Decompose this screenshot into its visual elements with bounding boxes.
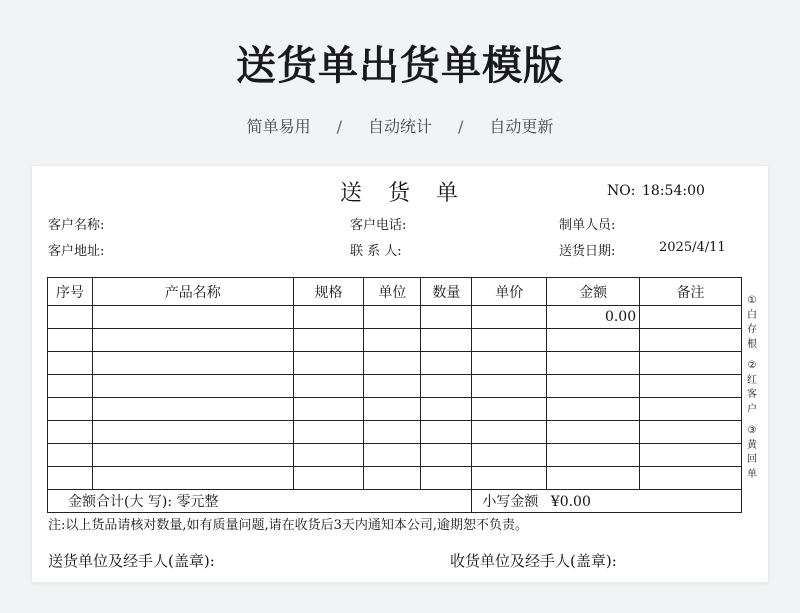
customer-phone-field[interactable]: 客户电话: bbox=[350, 218, 407, 233]
tagline-item: 自动统计 bbox=[367, 117, 432, 136]
table-cell[interactable] bbox=[364, 375, 421, 398]
table-cell[interactable] bbox=[421, 421, 472, 444]
table-cell[interactable] bbox=[92, 375, 293, 398]
column-header: 数量 bbox=[421, 278, 472, 306]
page-title: 送货单出货单模版 bbox=[236, 43, 564, 89]
table-cell[interactable] bbox=[472, 421, 547, 444]
delivery-date-label: 送货日期: bbox=[559, 244, 616, 259]
table-cell[interactable] bbox=[421, 398, 472, 421]
delivery-date-value[interactable]: 2025/4/11 bbox=[659, 240, 726, 255]
column-header: 序号 bbox=[48, 278, 93, 306]
copy-note-char: 客 bbox=[747, 389, 757, 400]
table-row bbox=[48, 421, 742, 444]
table-cell[interactable] bbox=[472, 444, 547, 467]
copy-distribution-notes bbox=[743, 294, 761, 489]
total-words-cell bbox=[48, 490, 472, 513]
table-cell[interactable] bbox=[92, 398, 293, 421]
table-cell[interactable] bbox=[92, 352, 293, 375]
table-cell[interactable] bbox=[48, 467, 93, 490]
table-row bbox=[48, 444, 742, 467]
table-cell[interactable] bbox=[640, 467, 742, 490]
table-cell[interactable] bbox=[293, 467, 364, 490]
table-cell[interactable] bbox=[293, 444, 364, 467]
table-cell[interactable] bbox=[92, 467, 293, 490]
copy-note-char: ① bbox=[747, 295, 757, 306]
receiver-signature-label: 收货单位及经手人(盖章): bbox=[450, 552, 617, 570]
tagline-item: 自动更新 bbox=[489, 117, 554, 136]
table-cell[interactable] bbox=[640, 306, 742, 329]
table-cell[interactable] bbox=[472, 398, 547, 421]
table-cell[interactable] bbox=[640, 444, 742, 467]
table-cell[interactable] bbox=[293, 398, 364, 421]
copy-note-char: 白 bbox=[747, 309, 757, 321]
table-cell[interactable] bbox=[421, 375, 472, 398]
table-row bbox=[48, 352, 742, 375]
table-row bbox=[48, 329, 742, 352]
table-row bbox=[48, 398, 742, 421]
total-words-label: 金额合计(大 写): bbox=[68, 494, 173, 510]
copy-note-char: ② bbox=[747, 360, 757, 371]
copy-note-red bbox=[743, 359, 761, 417]
table-cell[interactable] bbox=[48, 306, 93, 329]
table-cell[interactable] bbox=[547, 398, 640, 421]
copy-note-char: 存 bbox=[747, 324, 757, 335]
table-cell[interactable] bbox=[472, 375, 547, 398]
copy-note-char: ③ bbox=[747, 425, 757, 436]
copy-note-char: 单 bbox=[747, 468, 757, 480]
table-cell[interactable] bbox=[640, 375, 742, 398]
total-small-cell bbox=[472, 490, 742, 513]
total-words-value[interactable]: 零元整 bbox=[176, 494, 219, 510]
table-cell[interactable] bbox=[48, 329, 93, 352]
disclaimer-note: 注:以上货品请核对数量,如有质量问题,请在收货后3天内通知本公司,逾期恕不负责。 bbox=[48, 518, 529, 533]
maker-field[interactable]: 制单人员: bbox=[559, 218, 616, 233]
table-cell[interactable] bbox=[547, 444, 640, 467]
contact-field[interactable]: 联 系 人: bbox=[350, 244, 402, 259]
table-cell[interactable] bbox=[547, 375, 640, 398]
tagline-item: 简单易用 bbox=[246, 117, 311, 136]
table-cell[interactable] bbox=[92, 444, 293, 467]
table-row bbox=[48, 467, 742, 490]
table-cell[interactable] bbox=[364, 352, 421, 375]
table-cell[interactable] bbox=[293, 375, 364, 398]
table-cell[interactable] bbox=[48, 352, 93, 375]
table-cell[interactable] bbox=[421, 467, 472, 490]
customer-address-field[interactable]: 客户地址: bbox=[48, 244, 105, 259]
copy-note-char: 根 bbox=[747, 338, 757, 350]
table-cell[interactable] bbox=[293, 306, 364, 329]
table-cell[interactable] bbox=[547, 467, 640, 490]
sender-signature-label: 送货单位及经手人(盖章): bbox=[48, 552, 215, 570]
table-cell[interactable] bbox=[92, 306, 293, 329]
table-cell[interactable] bbox=[472, 352, 547, 375]
table-cell[interactable] bbox=[640, 421, 742, 444]
table-header-row bbox=[48, 278, 742, 306]
copy-note-char: 户 bbox=[747, 403, 757, 415]
document-title-char: 单 bbox=[436, 181, 461, 206]
table-cell[interactable] bbox=[472, 329, 547, 352]
document-title-char: 货 bbox=[387, 181, 412, 206]
table-row bbox=[48, 375, 742, 398]
table-cell[interactable] bbox=[364, 398, 421, 421]
copy-note-char: 黄 bbox=[747, 439, 757, 451]
table-cell[interactable] bbox=[472, 306, 547, 329]
tagline-separator: / bbox=[336, 117, 342, 136]
copy-note-char: 回 bbox=[747, 454, 757, 465]
customer-name-field[interactable]: 客户名称: bbox=[48, 218, 105, 233]
table-cell[interactable] bbox=[421, 444, 472, 467]
table-cell[interactable] bbox=[48, 444, 93, 467]
total-small-label: 小写金额 bbox=[482, 494, 539, 510]
tagline bbox=[0, 114, 800, 137]
table-cell[interactable] bbox=[547, 329, 640, 352]
delivery-note-sheet bbox=[32, 166, 768, 582]
table-cell[interactable] bbox=[48, 421, 93, 444]
table-cell[interactable] bbox=[364, 329, 421, 352]
table-cell[interactable] bbox=[364, 421, 421, 444]
copy-note-char: 红 bbox=[747, 374, 757, 386]
total-row bbox=[48, 490, 742, 513]
number-label: NO: bbox=[607, 183, 636, 199]
table-cell[interactable] bbox=[293, 421, 364, 444]
table-cell[interactable] bbox=[640, 398, 742, 421]
table-cell[interactable] bbox=[364, 444, 421, 467]
table-cell[interactable] bbox=[48, 375, 93, 398]
table-cell[interactable] bbox=[92, 421, 293, 444]
table-cell[interactable] bbox=[421, 306, 472, 329]
copy-note-white bbox=[743, 294, 761, 352]
column-header: 金额 bbox=[547, 278, 640, 306]
column-header: 备注 bbox=[640, 278, 742, 306]
document-title-char: 送 bbox=[339, 181, 364, 206]
copy-note-yellow bbox=[743, 424, 761, 482]
table-cell[interactable] bbox=[364, 467, 421, 490]
column-header: 产品名称 bbox=[92, 278, 293, 306]
table-cell[interactable] bbox=[472, 467, 547, 490]
table-cell[interactable] bbox=[421, 329, 472, 352]
items-table bbox=[47, 277, 742, 513]
table-cell[interactable] bbox=[293, 329, 364, 352]
column-header: 单价 bbox=[472, 278, 547, 306]
column-header: 规格 bbox=[293, 278, 364, 306]
table-cell[interactable] bbox=[92, 329, 293, 352]
amount-cell[interactable]: 0.00 bbox=[547, 306, 640, 329]
table-cell[interactable] bbox=[640, 329, 742, 352]
table-cell[interactable] bbox=[547, 421, 640, 444]
table-cell[interactable] bbox=[640, 352, 742, 375]
table-row bbox=[48, 306, 742, 329]
table-cell[interactable] bbox=[364, 306, 421, 329]
table-cell[interactable] bbox=[547, 352, 640, 375]
table-cell[interactable] bbox=[48, 398, 93, 421]
tagline-separator: / bbox=[458, 117, 464, 136]
total-small-value[interactable]: ¥0.00 bbox=[550, 494, 591, 510]
table-cell[interactable] bbox=[293, 352, 364, 375]
number-value[interactable]: 18:54:00 bbox=[642, 183, 705, 199]
table-cell[interactable] bbox=[421, 352, 472, 375]
column-header: 单位 bbox=[364, 278, 421, 306]
